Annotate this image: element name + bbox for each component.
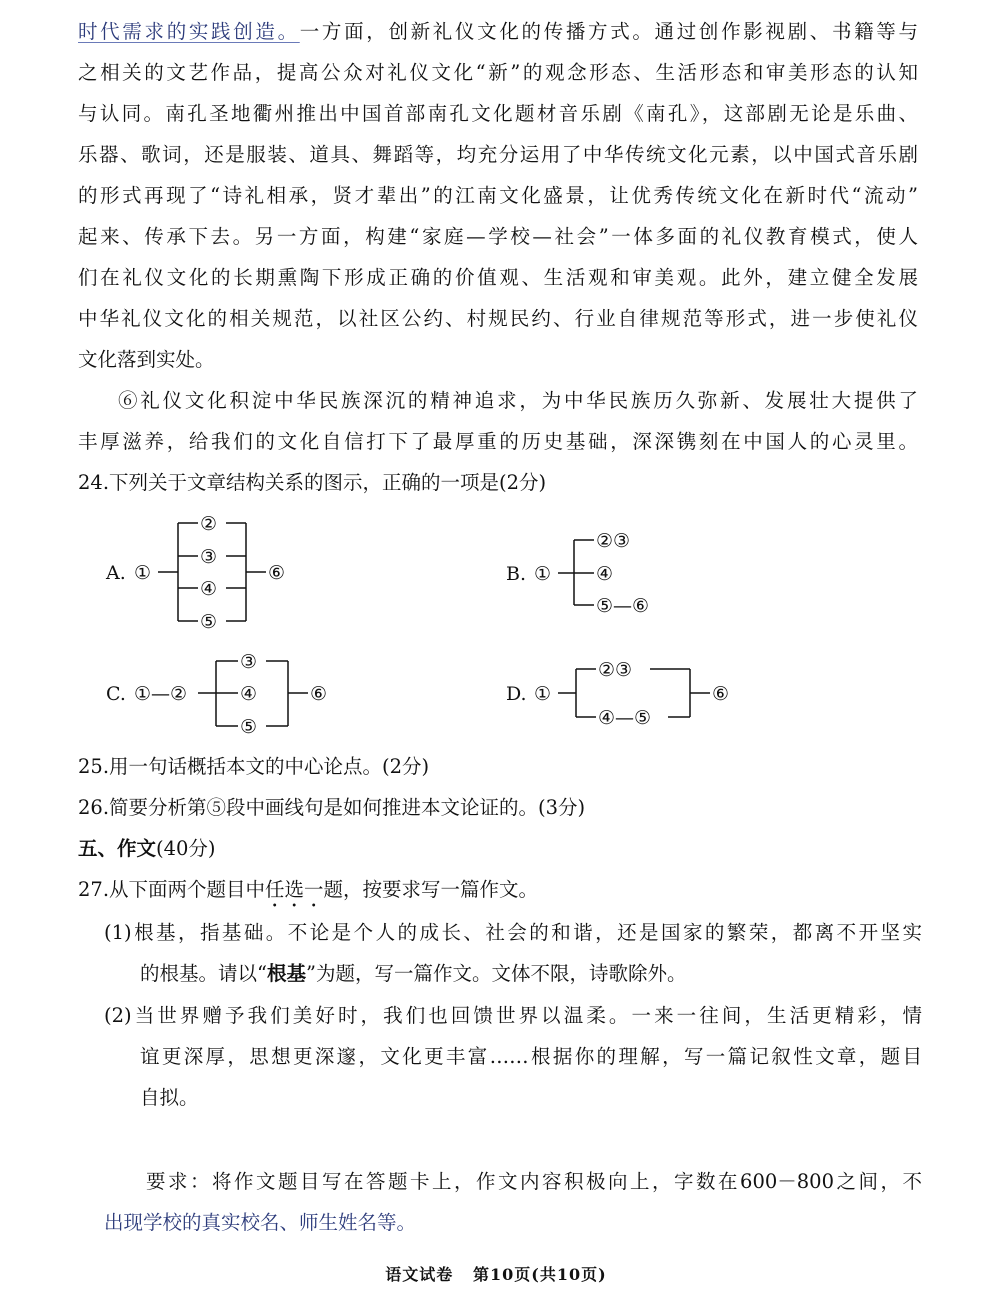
opt1-text: ”为题，写一篇作文。文体不限，诗歌除外。 xyxy=(306,962,687,985)
footer-page-number: 第10页(共10页) xyxy=(473,1265,607,1284)
option-a-start: ① xyxy=(134,562,152,584)
option-c-branch: ③ xyxy=(240,651,258,673)
passage-text: 一方面，创新礼仪文化的传播方式。通过创作影视剧、书籍等与 xyxy=(299,20,918,43)
option-a-diagram xyxy=(100,508,340,640)
option-c-end: ⑥ xyxy=(310,683,328,705)
q27-emphasis: 任选一 xyxy=(265,878,324,901)
option-b-diagram xyxy=(500,520,700,628)
passage-line: 之相关的文艺作品，提高公众对礼仪文化“新”的观念形态、生活形态和审美形态的认知 xyxy=(78,61,918,84)
essay-option-2-line: 谊更深厚，思想更深邃，文化更丰富……根据你的理解，写一篇记叙性文章，题目 xyxy=(140,1045,922,1068)
q27-text: 题，按要求写一篇作文。 xyxy=(323,878,539,901)
passage-line: 丰厚滋养，给我们的文化自信打下了最厚重的历史基础，深深镌刻在中国人的心灵里。 xyxy=(78,430,918,453)
essay-option-1-line xyxy=(140,960,922,988)
option-c-start: ①—② xyxy=(134,683,188,705)
essay-title-root: 根基 xyxy=(266,962,306,985)
option-c-branch: ④ xyxy=(240,683,258,705)
option-d-end: ⑥ xyxy=(712,683,730,705)
option-b-label: B. xyxy=(506,563,527,585)
option-a-branch: ⑤ xyxy=(200,611,218,633)
requirements-line: 出现学校的真实校名、师生姓名等。 xyxy=(104,1211,417,1234)
option-a-end: ⑥ xyxy=(268,562,286,584)
option-b-branch: ②③ xyxy=(596,530,631,552)
page-footer xyxy=(0,1262,992,1285)
question-24: 24.下列关于文章结构关系的图示，正确的一项是(2分) xyxy=(78,471,547,494)
passage-line: 乐器、歌词，还是服装、道具、舞蹈等，均充分运用了中华传统文化元素，以中国式音乐剧 xyxy=(78,143,918,166)
underlined-sentence: 时代需求的实践创造。 xyxy=(78,20,300,43)
option-c-diagram xyxy=(100,644,360,748)
passage-line: 们在礼仪文化的长期熏陶下形成正确的价值观、生活观和审美观。此外，建立健全发展 xyxy=(78,266,918,289)
opt1-text: 的根基。请以“ xyxy=(140,962,267,985)
option-a-label: A. xyxy=(106,562,126,584)
passage-line xyxy=(78,18,918,46)
option-b-start: ① xyxy=(534,563,552,585)
question-26: 26.简要分析第⑤段中画线句是如何推进本文论证的。(3分) xyxy=(78,796,586,819)
q27-text: 27.从下面两个题目中 xyxy=(78,878,266,901)
question-25: 25.用一句话概括本文的中心论点。(2分) xyxy=(78,755,430,778)
option-a-branch: ③ xyxy=(200,546,218,568)
section-title xyxy=(78,835,918,863)
option-c-branch: ⑤ xyxy=(240,716,258,738)
option-a-branch: ② xyxy=(200,513,218,535)
essay-option-2-line: (2)当世界赠予我们美好时，我们也回馈世界以温柔。一来一往间，生活更精彩，情 xyxy=(104,1004,922,1027)
option-d-branch: ②③ xyxy=(598,659,633,681)
option-d-branch: ④—⑤ xyxy=(598,707,652,729)
option-b-branch: ④ xyxy=(596,563,614,585)
passage-line: 中华礼仪文化的相关规范，以社区公约、村规民约、行业自律规范等形式，进一步使礼仪 xyxy=(78,307,918,330)
essay-option-1-line: (1)根基，指基础。不论是个人的成长、社会的和谐，还是国家的繁荣，都离不开坚实 xyxy=(104,921,922,944)
footer-subject: 语文试卷 xyxy=(385,1265,454,1284)
requirements-line: 要求：将作文题目写在答题卡上，作文内容积极向上，字数在600－800之间，不 xyxy=(146,1170,922,1193)
option-d-diagram xyxy=(500,650,760,744)
passage-line: 的形式再现了“诗礼相承，贤才辈出”的江南文化盛景，让优秀传统文化在新时代“流动” xyxy=(78,184,918,207)
section-heading: 五、作文 xyxy=(78,837,157,860)
option-b-branch: ⑤—⑥ xyxy=(596,595,650,617)
essay-option-2-line: 自拟。 xyxy=(140,1086,199,1109)
passage-line: 起来、传承下去。另一方面，构建“家庭—学校—社会”一体多面的礼仪教育模式，使人 xyxy=(78,225,918,248)
option-c-label: C. xyxy=(106,683,126,705)
option-d-start: ① xyxy=(534,683,552,705)
section-points: (40分) xyxy=(156,837,216,860)
passage-line: ⑥礼仪文化积淀中华民族深沉的精神追求，为中华民族历久弥新、发展壮大提供了 xyxy=(118,389,918,412)
passage-line: 文化落到实处。 xyxy=(78,348,215,371)
option-d-label: D. xyxy=(506,683,527,705)
question-27 xyxy=(78,876,918,912)
option-a-branch: ④ xyxy=(200,578,218,600)
passage-line: 与认同。南孔圣地衢州推出中国首部南孔文化题材音乐剧《南孔》，这部剧无论是乐曲、 xyxy=(78,102,918,125)
